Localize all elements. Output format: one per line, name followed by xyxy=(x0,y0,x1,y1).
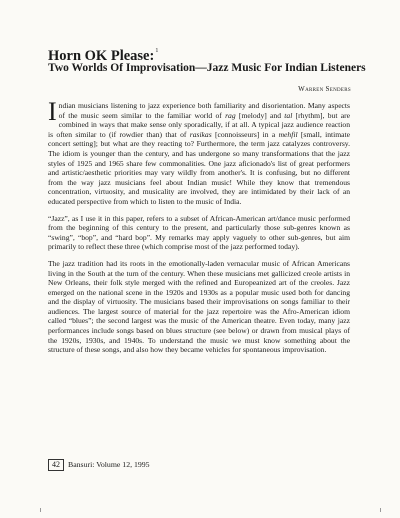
author-name: Warren Senders xyxy=(298,85,351,93)
text-run: [connoisseurs] in a xyxy=(211,129,279,139)
text-run: [rhythm], but are combined in ways that make sense only sporadically, if at all. A typical jazz audience reaction is often similar to (if rowdier than) that of xyxy=(48,110,350,139)
page-footer xyxy=(48,459,150,470)
crop-mark-right xyxy=(380,508,385,512)
text-run: [small, intimate concert setting]; but what are they reacting to? Furthermore, the term jazz catalyzes controversy. The idiom is younger than the century, and has undergone so many transformations that the jazz styles of 1925 and 1965 share few commonalities. One jazz aficionado's list of great performers and artistic/aesthetic priorities may vary wildly from another's. It is confusing, but no different from the way jazz musicians feel about Indian music! While they know that tremendous concentration, virtuosity, and musicality are involved, they are intimidated by their lack of an educated perspective from which to listen to the music of India. xyxy=(48,129,350,206)
body-paragraph xyxy=(48,97,350,207)
article-subtitle: Two Worlds Of Improvisation—Jazz Music For Indian Listeners xyxy=(48,62,366,74)
crop-mark-left xyxy=(40,508,45,512)
body-paragraph xyxy=(48,214,350,252)
text-run: [melody] and xyxy=(235,110,285,120)
italic-term: tal xyxy=(284,110,293,120)
title-text: Horn OK Please: xyxy=(48,48,155,64)
footnote-marker: 1 xyxy=(155,48,159,54)
text-run: ndian musicians listening to jazz experience both familiarity and disorientation. Many aspects of the music seem similar to the familiar world of xyxy=(58,101,350,120)
article-body xyxy=(48,97,350,362)
italic-term: rasikas xyxy=(189,129,212,139)
article-title xyxy=(48,43,368,64)
page-number: 42 xyxy=(48,459,64,471)
italic-term: rag xyxy=(225,110,236,120)
drop-cap: I xyxy=(48,97,57,126)
italic-term: mehfil xyxy=(278,129,298,139)
text-run: “Jazz”, as I use it in this paper, refers to a subset of African-American art/dance music performed from the beginning of this century to the present, and particularly those sub-genres known as “swing”, “bop”, and “hard bop”. My remarks may apply vaguely to other sub-genres, but aim primarily to reflect these three (which comprise most of the jazz performed today). xyxy=(48,213,350,252)
body-paragraph xyxy=(48,259,350,355)
journal-citation: Bansuri: Volume 12, 1995 xyxy=(68,460,150,469)
text-run: The jazz tradition had its roots in the emotionally-laden vernacular music of African Americans living in the South at the turn of the century. When these musicians met gallicized creole artists in New Orleans, their folk style merged with the refined and Europeanized art of the creoles. Jazz emerged on the national scene in the 1920s and 1930s as a popular music used both for dancing and the display of virtuosity. The musicians based their improvisations on songs familiar to their audiences. The largest source of material for the jazz repertoire was the Afro-American idiom called “blues”; the second largest was the music of the American theatre. Even today, many jazz performances include songs based on blues structure (see below) or drawn from musical plays of the 1920s, 1930s, and 1940s. To understand the music we must know something about the structure of these songs, and also how they became vehicles for spontaneous improvisation. xyxy=(48,258,350,355)
